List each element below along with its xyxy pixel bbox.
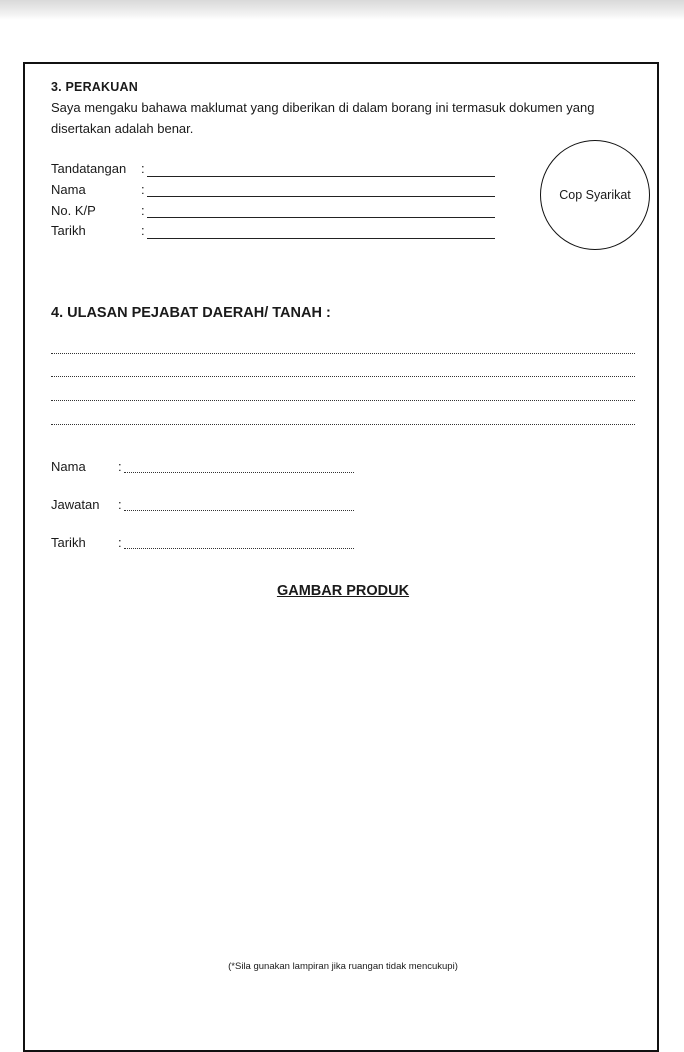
signature-label: Tandatangan [51, 161, 127, 176]
date-field[interactable] [147, 238, 495, 239]
comment-line-2[interactable] [51, 376, 635, 377]
section-4-heading: 4. ULASAN PEJABAT DAERAH/ TANAH : [51, 305, 331, 321]
officer-date-field[interactable] [124, 548, 354, 549]
product-picture-heading: GAMBAR PRODUK [276, 583, 410, 599]
officer-date-label: Tarikh [51, 535, 86, 550]
name-colon: : [141, 182, 145, 197]
date-label: Tarikh [51, 223, 86, 238]
declaration-text: Saya mengaku bahawa maklumat yang diberikan di dalam borang ini termasuk dokumen yang disertakan adalah benar. [51, 100, 595, 136]
officer-position-field[interactable] [124, 510, 354, 511]
date-colon: : [141, 223, 145, 238]
officer-name-field[interactable] [124, 472, 354, 473]
form-page [23, 62, 659, 1052]
section-3-heading: 3. PERAKUAN [51, 80, 138, 94]
name-field[interactable] [147, 196, 495, 197]
officer-date-colon: : [118, 535, 122, 550]
company-stamp-label: Cop Syarikat [559, 188, 631, 202]
ic-number-label: No. K/P [51, 203, 96, 218]
name-label: Nama [51, 182, 86, 197]
officer-position-label: Jawatan [51, 497, 100, 512]
signature-colon: : [141, 161, 145, 176]
footnote: (*Sila gunakan lampiran jika ruangan tidak mencukupi) [228, 961, 458, 972]
comment-line-1[interactable] [51, 353, 635, 354]
officer-position-colon: : [118, 497, 122, 512]
signature-field[interactable] [147, 176, 495, 177]
comment-line-3[interactable] [51, 400, 635, 401]
comment-line-4[interactable] [51, 424, 635, 425]
officer-name-label: Nama [51, 459, 86, 474]
officer-name-colon: : [118, 459, 122, 474]
viewer-top-bar [0, 0, 684, 20]
ic-number-colon: : [141, 203, 145, 218]
company-stamp-circle [540, 140, 650, 250]
ic-number-field[interactable] [147, 217, 495, 218]
